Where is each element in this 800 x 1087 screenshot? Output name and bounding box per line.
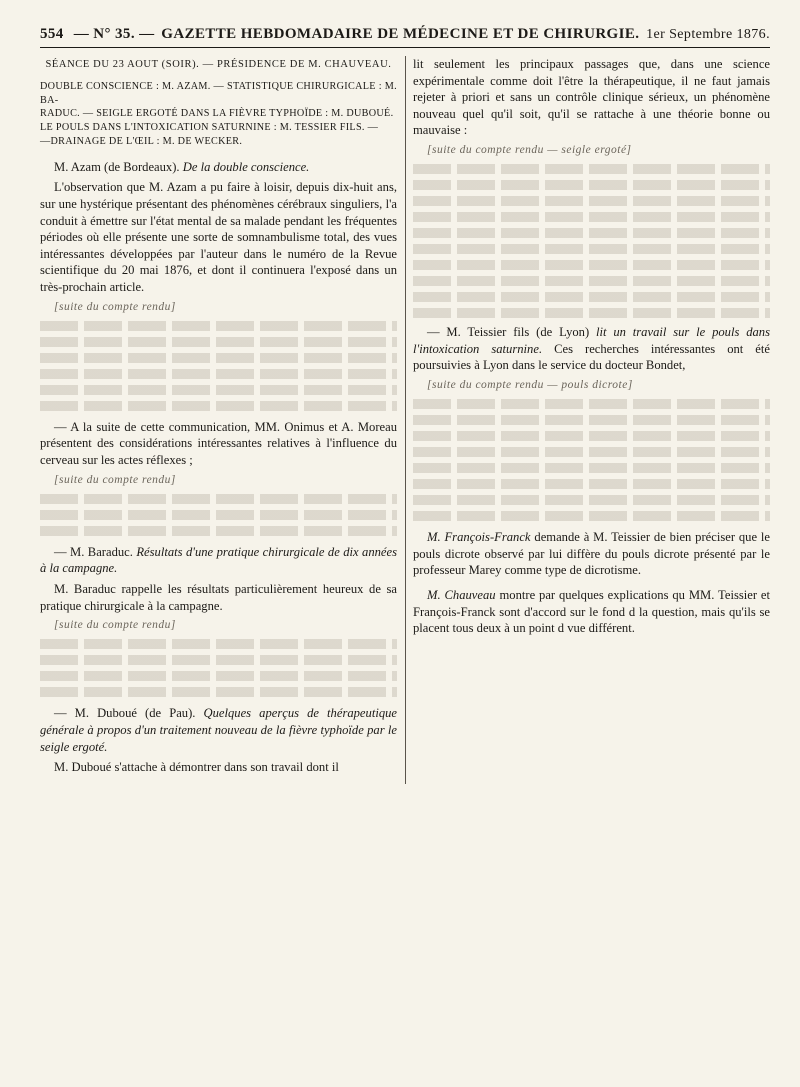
report-teissier [413, 324, 770, 521]
text-placeholder [413, 511, 770, 521]
report-opening: montre par quelques explications qu MM. Teissier et François-Franck sont d'accord sur le fond d la question, mais qu'ils se placent tous deux à un point d vue différent. [413, 588, 770, 636]
summary-line: DOUBLE CONSCIENCE : M. AZAM. — STATISTIQUE CHIRURGICALE : M. BA- [40, 80, 397, 106]
report-author: — M. Baraduc. [54, 544, 133, 559]
report-onimus-moreau [40, 419, 397, 536]
issue-date: 1er Septembre 1876. [646, 27, 770, 42]
text-placeholder [40, 687, 397, 697]
report-heading [40, 544, 397, 577]
text-placeholder [413, 431, 770, 441]
text-placeholder [413, 180, 770, 190]
summary-line: —DRAINAGE DE L'ŒIL : M. DE WECKER. [40, 135, 243, 147]
right-column [413, 56, 770, 784]
report-origin: (de Bordeaux). [104, 159, 180, 174]
duboue-continued: lit seulement les principaux passages que, dans une science expérimentale comme doit l'être la thérapeutique, il ne faut jamais rejeter à priori et sans un contrôle clinique sérieux, un phénomène nouveau quel qu'il soit, qu'il se rattache à une théorie bonne ou mauvaise : [413, 57, 770, 138]
report-opening: demande à M. Teissier de bien préciser que le pouls dicrote observé par lui diffère du pouls dicrote présenté par le professeur Marey comme type de dicrotisme. [413, 530, 770, 578]
report-author: — M. Teissier fils [427, 325, 530, 340]
report-author: — A la suite de cette communication, MM. Onimus et A. Moreau [54, 419, 397, 434]
summary-line: LE POULS DANS L'INTOXICATION SATURNINE : M. TESSIER FILS. — [40, 122, 379, 134]
text-placeholder [413, 399, 770, 409]
text-placeholder [40, 526, 397, 536]
report-opening: Ces recherches intéressantes ont été poursuivies à Lyon dans le service du docteur Bondet, [413, 341, 770, 373]
text-placeholder [40, 385, 397, 395]
report-author: — M. Duboué [54, 706, 137, 721]
session-title: SÉANCE DU 23 AOUT (SOIR). — PRÉSIDENCE DE M. CHAUVEAU. [45, 59, 392, 70]
report-opening: présentent des considérations intéressantes relatives à l'influence du cerveau sur les actes réflexes ; [40, 436, 397, 467]
report-continuation: [suite du compte rendu] [54, 473, 176, 486]
text-placeholder [413, 260, 770, 270]
text-placeholder [413, 212, 770, 222]
text-placeholder [413, 495, 770, 505]
report-origin: (de Lyon) [536, 325, 590, 340]
text-placeholder [413, 196, 770, 206]
header-left [40, 26, 155, 43]
report-chauveau [413, 587, 770, 637]
report-heading [413, 324, 770, 374]
left-column [40, 56, 397, 784]
report-heading [413, 529, 770, 579]
text-placeholder [40, 369, 397, 379]
report-title: Quelques aperçus de thérapeutique générale à propos d'un traitement nouveau de la fièvre typhoïde par le seigle ergoté. [40, 706, 398, 754]
report-author: M. Azam [54, 159, 101, 174]
report-heading [40, 159, 397, 176]
report-author: M. François-Franck [427, 530, 531, 545]
text-placeholder [413, 244, 770, 254]
report-opening: L'observation que M. Azam a pu faire à loisir, depuis dix-huit ans, sur une hystérique présentant des phénomènes cérébraux singuliers, l'a conduit à émettre sur l'état mental de sa malade pendant les fréquentes périodes où elle présente une sorte de somnambulisme total, des vues intéressantes développées par l'auteur dans le numéro de la Revue scientifique du 20 mai 1876, et dont il continuera l'exposé dans un très-prochain article. [40, 180, 397, 294]
text-placeholder [413, 276, 770, 286]
text-placeholder [413, 164, 770, 174]
text-placeholder [40, 510, 397, 520]
report-opening: M. Duboué s'attache à démontrer dans son travail dont il [54, 760, 339, 775]
report-continuation: [suite du compte rendu — pouls dicrote] [427, 379, 633, 392]
text-placeholder [40, 671, 397, 681]
text-placeholder [413, 228, 770, 238]
text-placeholder [40, 353, 397, 363]
report-heading [40, 419, 397, 469]
report-origin: (de Pau). [145, 706, 196, 721]
text-placeholder [40, 321, 397, 331]
text-placeholder [413, 463, 770, 473]
issue-number: — N° 35. — [73, 26, 155, 42]
report-continuation: [suite du compte rendu] [54, 300, 176, 313]
text-placeholder [40, 401, 397, 411]
report-author: M. Chauveau [427, 588, 496, 603]
text-placeholder [40, 655, 397, 665]
text-placeholder [413, 308, 770, 318]
text-placeholder [40, 494, 397, 504]
text-placeholder [40, 639, 397, 649]
report-heading [40, 705, 397, 755]
report-title: De la double conscience. [182, 159, 310, 174]
report-continuation: [suite du compte rendu] [54, 619, 176, 632]
report-baraduc [40, 544, 397, 698]
text-placeholder [413, 292, 770, 302]
report-azam [40, 159, 397, 411]
journal-title: GAZETTE HEBDOMADAIRE DE MÉDECINE ET DE CHIRURGIE. [161, 26, 640, 42]
report-duboue [40, 705, 397, 775]
report-opening: M. Baraduc rappelle les résultats particulièrement heureux de sa pratique chirurgicale à la campagne. [40, 581, 397, 613]
text-placeholder [413, 415, 770, 425]
text-placeholder [40, 337, 397, 347]
text-placeholder [413, 479, 770, 489]
report-continuation: [suite du compte rendu — seigle ergoté] [427, 144, 632, 157]
page-number: 554 [40, 26, 64, 42]
report-heading [413, 587, 770, 637]
running-header [40, 26, 770, 48]
two-column-body [40, 56, 770, 784]
report-title: Résultats d'une pratique chirurgicale de dix années à la campagne. [40, 544, 398, 576]
summary-line: RADUC. — SEIGLE ERGOTÉ DANS LA FIÈVRE TYPHOÏDE : M. DUBOUÉ. [40, 108, 394, 120]
text-placeholder [413, 447, 770, 457]
report-title: lit un travail sur le pouls dans l'intoxication saturnine. [413, 325, 770, 356]
report-francois-franck [413, 529, 770, 579]
session-summary [40, 80, 397, 149]
